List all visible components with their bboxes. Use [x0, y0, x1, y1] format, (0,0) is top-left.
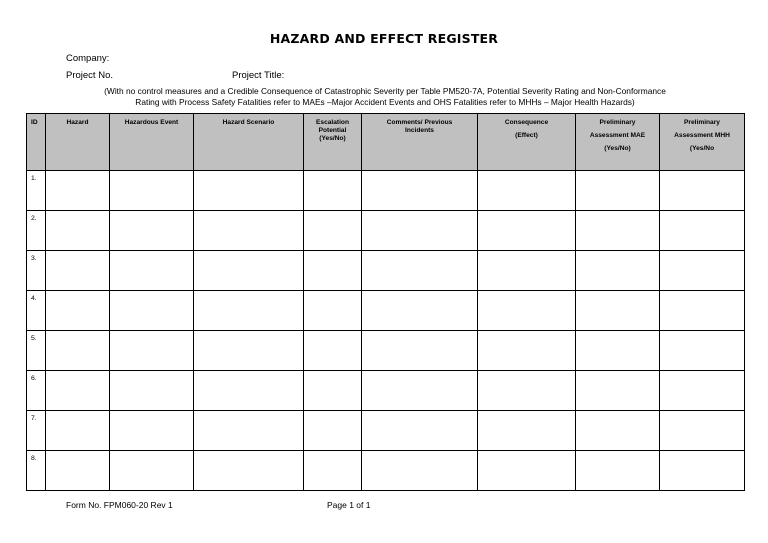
cell-escalation[interactable]: [304, 251, 362, 291]
cell-hazardous-event[interactable]: [110, 251, 194, 291]
cell-mhh[interactable]: [660, 411, 745, 451]
header-hazardous-event-label: Hazardous Event: [124, 119, 179, 126]
cell-mhh[interactable]: [660, 251, 745, 291]
table-header-row: [27, 114, 745, 171]
register-note-line-2: Rating with Process Safety Fatalities refer to MAEs –Major Accident Events and OHS Fatalities refer to MHHs – Major Health Hazards): [135, 96, 635, 107]
cell-hazardous-event[interactable]: [110, 451, 194, 491]
document-title: HAZARD AND EFFECT REGISTER: [269, 31, 499, 46]
cell-mhh[interactable]: [660, 291, 745, 331]
hazard-register-table: [26, 113, 745, 491]
cell-mhh[interactable]: [660, 211, 745, 251]
cell-mhh[interactable]: [660, 371, 745, 411]
cell-mae[interactable]: [576, 331, 660, 371]
cell-consequence[interactable]: [478, 451, 576, 491]
cell-hazard-scenario[interactable]: [194, 291, 304, 331]
cell-hazard-scenario[interactable]: [194, 451, 304, 491]
cell-hazard[interactable]: [46, 211, 110, 251]
row-id: 7.: [27, 411, 46, 451]
header-preliminary-mae: [576, 114, 660, 171]
project-no-label: Project No.: [66, 70, 113, 81]
cell-comments[interactable]: [362, 411, 478, 451]
cell-hazardous-event[interactable]: [110, 211, 194, 251]
cell-mae[interactable]: [576, 451, 660, 491]
cell-hazard[interactable]: [46, 171, 110, 211]
cell-hazard-scenario[interactable]: [194, 331, 304, 371]
cell-consequence[interactable]: [478, 331, 576, 371]
header-escalation-potential-label: Escalation Potential (Yes/No): [316, 119, 349, 142]
cell-mae[interactable]: [576, 411, 660, 451]
page-number: Page 1 of 1: [327, 500, 371, 510]
table-row: [27, 251, 745, 291]
cell-hazard[interactable]: [46, 251, 110, 291]
row-id: 2.: [27, 211, 46, 251]
cell-mhh[interactable]: [660, 171, 745, 211]
cell-hazard[interactable]: [46, 291, 110, 331]
row-id: 6.: [27, 371, 46, 411]
header-escalation-potential: [304, 114, 362, 171]
cell-hazardous-event[interactable]: [110, 411, 194, 451]
cell-hazard-scenario[interactable]: [194, 171, 304, 211]
cell-hazard[interactable]: [46, 451, 110, 491]
cell-consequence[interactable]: [478, 411, 576, 451]
cell-mae[interactable]: [576, 171, 660, 211]
cell-escalation[interactable]: [304, 211, 362, 251]
cell-hazard-scenario[interactable]: [194, 251, 304, 291]
cell-consequence[interactable]: [478, 291, 576, 331]
row-id: 5.: [27, 331, 46, 371]
cell-escalation[interactable]: [304, 411, 362, 451]
cell-mhh[interactable]: [660, 331, 745, 371]
cell-comments[interactable]: [362, 291, 478, 331]
table-row: [27, 411, 745, 451]
header-hazard: [46, 114, 110, 171]
header-comments: [362, 114, 478, 171]
cell-comments[interactable]: [362, 451, 478, 491]
header-id-label: ID: [31, 119, 38, 126]
table-row: [27, 371, 745, 411]
cell-escalation[interactable]: [304, 331, 362, 371]
cell-escalation[interactable]: [304, 371, 362, 411]
cell-hazardous-event[interactable]: [110, 171, 194, 211]
header-consequence: [478, 114, 576, 171]
header-consequence-label: Consequence (Effect): [504, 119, 549, 139]
cell-mae[interactable]: [576, 371, 660, 411]
cell-hazardous-event[interactable]: [110, 291, 194, 331]
row-id: 4.: [27, 291, 46, 331]
cell-escalation[interactable]: [304, 291, 362, 331]
cell-consequence[interactable]: [478, 211, 576, 251]
cell-hazard-scenario[interactable]: [194, 371, 304, 411]
cell-hazard[interactable]: [46, 331, 110, 371]
table-row: [27, 171, 745, 211]
table-row: [27, 451, 745, 491]
cell-hazard[interactable]: [46, 411, 110, 451]
header-hazard-scenario: [194, 114, 304, 171]
project-title-label: Project Title:: [232, 70, 285, 81]
cell-comments[interactable]: [362, 331, 478, 371]
cell-comments[interactable]: [362, 251, 478, 291]
cell-consequence[interactable]: [478, 371, 576, 411]
cell-consequence[interactable]: [478, 251, 576, 291]
cell-hazard[interactable]: [46, 371, 110, 411]
row-id: 1.: [27, 171, 46, 211]
cell-consequence[interactable]: [478, 171, 576, 211]
cell-mae[interactable]: [576, 291, 660, 331]
header-preliminary-mhh: [660, 114, 745, 171]
cell-mhh[interactable]: [660, 451, 745, 491]
row-id: 8.: [27, 451, 46, 491]
header-hazard-scenario-label: Hazard Scenario: [222, 119, 275, 126]
cell-escalation[interactable]: [304, 451, 362, 491]
header-id: [27, 114, 46, 171]
table-row: [27, 211, 745, 251]
table-row: [27, 331, 745, 371]
cell-mae[interactable]: [576, 251, 660, 291]
cell-comments[interactable]: [362, 211, 478, 251]
header-comments-label: Comments/ Previous Incidents: [386, 119, 453, 134]
cell-hazardous-event[interactable]: [110, 371, 194, 411]
header-preliminary-mae-label: Preliminary Assessment MAE (Yes/No): [589, 119, 646, 152]
cell-hazard-scenario[interactable]: [194, 411, 304, 451]
cell-comments[interactable]: [362, 371, 478, 411]
header-hazard-label: Hazard: [66, 119, 89, 126]
header-preliminary-mhh-label: Preliminary Assessment MHH (Yes/No: [674, 119, 730, 152]
cell-hazard-scenario[interactable]: [194, 211, 304, 251]
table-row: [27, 291, 745, 331]
cell-hazardous-event[interactable]: [110, 331, 194, 371]
form-number: Form No. FPM060-20 Rev 1: [66, 500, 173, 510]
cell-comments[interactable]: [362, 171, 478, 211]
register-note-line-1: (With no control measures and a Credible Consequence of Catastrophic Severity per Table PM520-7A, Potential Severity Rating and Non-Conformance: [104, 86, 666, 96]
row-id: 3.: [27, 251, 46, 291]
company-label: Company:: [66, 53, 110, 64]
cell-escalation[interactable]: [304, 171, 362, 211]
header-hazardous-event: [110, 114, 194, 171]
cell-mae[interactable]: [576, 211, 660, 251]
register-note: [40, 86, 730, 107]
